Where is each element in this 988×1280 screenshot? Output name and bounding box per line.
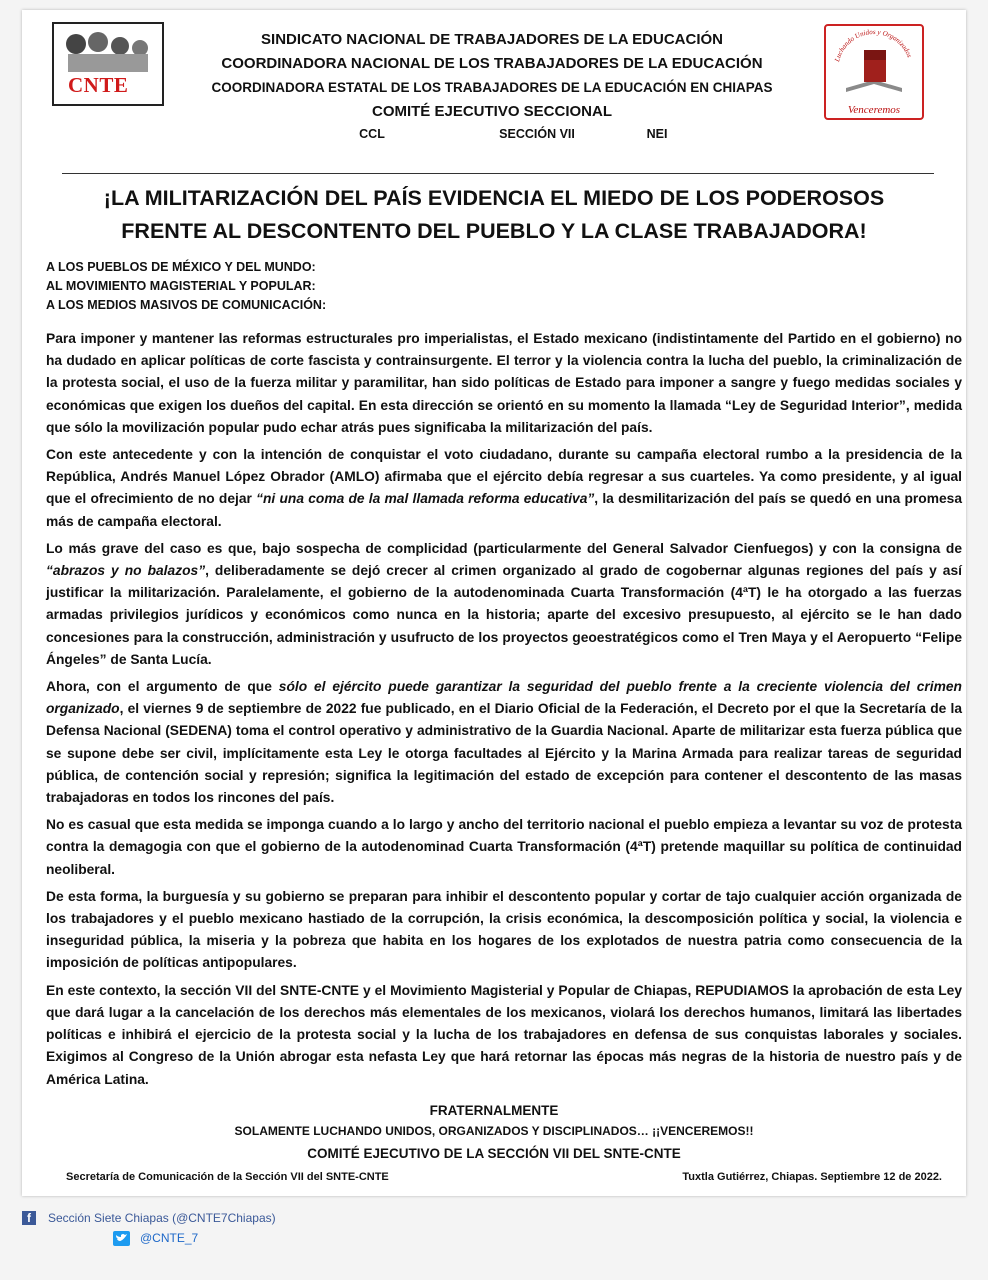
twitter-link[interactable]: @CNTE_7 [140, 1231, 199, 1245]
header-divider [62, 173, 934, 174]
cnte-logo [52, 22, 164, 106]
salutation [46, 258, 326, 315]
title-line-1: ¡LA MILITARIZACIÓN DEL PAÍS EVIDENCIA EL MIEDO DE LOS PODEROSOS [103, 186, 885, 210]
logo-arc-text: Luchando Unidos y Organizados [833, 28, 914, 63]
paragraph-6: De esta forma, la burguesía y su gobierno se preparan para inhibir el descontento popular y cortar de tajo cualquier acción organizada de los trabajadores y el pueblo mexicano hastiado de la corrupción, la crisis económica, la descomposición política y social, la violencia e inseguridad pública, la miseria y la pobreza que habita en los hogares de los explotados de nuestra patria como consecuencia de la imposición de políticas antipopulares. [46, 888, 962, 971]
cnte-logo-text: CNTE [68, 73, 129, 97]
twitter-icon [113, 1231, 130, 1246]
sub-ccl: CCL [359, 127, 385, 141]
social-links [22, 1208, 276, 1248]
header-line-2: COORDINADORA NACIONAL DE LOS TRABAJADORES DE LA EDUCACIÓN [221, 55, 763, 72]
paragraph-1: Para imponer y mantener las reformas estructurales pro imperialistas, el Estado mexicano (indistintamente del Partido en el gobierno) no ha dudado en aplicar políticas de corte fascista y contrainsurgente. El terror y la violencia contra la lucha del pueblo, la criminalización de la protesta social, el uso de la fuerza militar y paramilitar, han sido políticas de Estado para imponer a sangre y fuego medidas sociales y económicas que exigen los dueños del capital. En esta dirección se orientó en su momento la llamada “Ley de Seguridad Interior”, medida que sólo la movilización popular pudo echar atrás pues significaba la militarización del país. [46, 331, 962, 435]
venceremos-logo [824, 24, 924, 120]
paragraph-5: No es casual que esta medida se imponga cuando a lo largo y ancho del territorio nacional el pueblo empieza a levantar su voz de protesta contra la demagogia con que el gobierno de la autodenominad Cuarta Transformación (4ªT) pretende maquillar su política de continuidad neoliberal. [46, 817, 962, 877]
footer-left: Secretaría de Comunicación de la Sección VII del SNTE-CNTE [66, 1171, 389, 1183]
paragraph-2: Con este antecedente y con la intención de conquistar el voto ciudadano, durante su campaña electoral rumbo a la presidencia de la República, Andrés Manuel López Obrador (AMLO) afirmaba que el ejército debía regresar a sus cuarteles. Ya como presidente, y al igual que el ofrecimiento de no dejar “ni una coma de la mal llamada reforma educativa”, la desmilitarización del país se quedó en una promesa más de campaña electoral. [46, 447, 962, 529]
document-page [22, 10, 966, 1196]
header-line-1: SINDICATO NACIONAL DE TRABAJADORES DE LA EDUCACIÓN [261, 31, 723, 48]
cnte-figures-icon [54, 24, 162, 78]
header-subline [162, 127, 822, 141]
salutation-line-3: A LOS MEDIOS MASIVOS DE COMUNICACIÓN: [46, 298, 327, 312]
salutation-line-2: AL MOVIMIENTO MAGISTERIAL Y POPULAR: [46, 279, 316, 293]
sub-nei: NEI [646, 127, 668, 141]
document-title [42, 182, 946, 248]
closing-fraternal: FRATERNALMENTE [429, 1103, 559, 1118]
facebook-icon: f [22, 1211, 36, 1225]
closing-block [42, 1100, 946, 1166]
facebook-link[interactable]: Sección Siete Chiapas (@CNTE7Chiapas) [48, 1211, 276, 1225]
paragraph-4: Ahora, con el argumento de que sólo el ejército puede garantizar la seguridad del pueblo frente a la creciente violencia del crimen organizado, el viernes 9 de septiembre de 2022 fue publicado, en el Diario Oficial de la Federación, el Decreto por el que la Secretaría de la Defensa Nacional (SEDENA) toma el control operativo y administrativo de la Guardia Nacional. Aparte de militarizar esta fuerza pública que se supone debe ser civil, implícitamente esta Ley le otorga facultades al Ejército y la Marina Armada para realizar tareas de seguridad pública, de contención social y represión; significa la legitimación del estado de excepción para contener el descontento de las masas trabajadoras en todos los rincones del país. [46, 679, 962, 806]
header-line-3: COORDINADORA ESTATAL DE LOS TRABAJADORES DE LA EDUCACIÓN EN CHIAPAS [211, 80, 773, 95]
salutation-line-1: A LOS PUEBLOS DE MÉXICO Y DEL MUNDO: [46, 260, 316, 274]
closing-slogan: SOLAMENTE LUCHANDO UNIDOS, ORGANIZADOS Y DISCIPLINADOS… ¡¡VENCEREMOS!! [234, 1124, 754, 1138]
paragraph-3: Lo más grave del caso es que, bajo sospecha de complicidad (particularmente del General Salvador Cienfuegos) y con la consigna de “abrazos y no balazos”, deliberadamente se dejó crecer al crimen organizado al grado de cogobernar algunas regiones del país y así justificar la militarización. Paralelamente, el gobierno de la autodenominada Cuarta Transformación (4ªT) le ha otorgado a las fuerzas armadas privilegios jurídicos y económicos como nunca en la historia; aparte del excesivo presupuesto, al ejército se le han dado concesiones para la construcción, administración y usufructo de los proyectos geoestratégicos como el Tren Maya y el Aeropuerto “Felipe Ángeles” de Santa Lucía. [46, 540, 962, 667]
document-body [46, 328, 962, 1096]
logo-motto: Venceremos [847, 104, 901, 116]
header-line-4: COMITÉ EJECUTIVO SECCIONAL [371, 103, 613, 120]
sub-seccion: SECCIÓN VII [499, 127, 575, 141]
raised-fist-icon [826, 26, 922, 106]
document-header [162, 28, 822, 141]
footer-right: Tuxtla Gutiérrez, Chiapas. Septiembre 12 de 2022. [682, 1171, 942, 1183]
closing-committee: COMITÉ EJECUTIVO DE LA SECCIÓN VII DEL SNTE-CNTE [307, 1146, 681, 1161]
title-line-2: FRENTE AL DESCONTENTO DEL PUEBLO Y LA CLASE TRABAJADORA! [121, 219, 867, 243]
paragraph-7: En este contexto, la sección VII del SNTE-CNTE y el Movimiento Magisterial y Popular de Chiapas, REPUDIAMOS la aprobación de esta Ley que dará lugar a la cancelación de los derechos más elementales de los mexicanos, violará los derechos humanos, limitará las libertades políticas e inhibirá el ejercicio de la protesta social y la lucha de los trabajadores en defensa de sus conquistas laborales y sociales. Exigimos al Congreso de la Unión abrogar esta nefasta Ley que hará retornar las épocas más negras de la historia de nuestro país y de América Latina. [46, 982, 962, 1087]
document-footer [66, 1171, 942, 1183]
